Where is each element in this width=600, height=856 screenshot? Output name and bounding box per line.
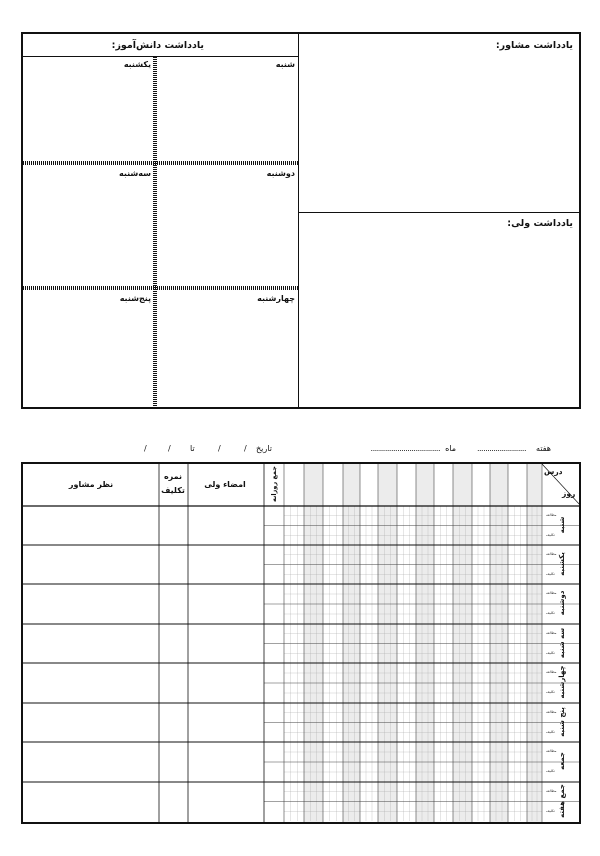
shaded-column xyxy=(378,464,397,822)
study-sub-label: مطالعه xyxy=(546,552,557,556)
day-row-divider xyxy=(23,286,298,290)
month-label: ماه xyxy=(445,444,456,453)
counselor-note-title: یادداشت مشاور: xyxy=(495,40,573,51)
shaded-column xyxy=(453,464,472,822)
homework-sub-label: تکلیف xyxy=(546,690,555,694)
homework-score-header: تکلیف xyxy=(161,486,185,495)
day-label-saturday: شنبه xyxy=(275,60,295,69)
parent-signature-header: امضاء ولی xyxy=(204,480,246,489)
day-label-monday: دوشنبه xyxy=(266,169,295,178)
homework-sub-label: تکلیف xyxy=(546,729,555,734)
day-label-tuesday: سه‌شنبه xyxy=(119,169,151,178)
date-slash: / xyxy=(244,444,247,453)
shaded-column xyxy=(416,464,434,822)
shaded-column xyxy=(304,464,323,822)
parent-note-title: یادداشت ولی: xyxy=(507,218,573,229)
study-sub-label: مطالعه xyxy=(546,710,557,714)
day-label-sunday: یکشنبه xyxy=(123,60,151,69)
study-sub-label: مطالعه xyxy=(546,789,557,793)
student-note-title: یادداشت دانش‌آموز: xyxy=(111,40,204,51)
panel-divider xyxy=(298,34,299,407)
date-slash: / xyxy=(218,444,221,453)
day-row-label: جمعه xyxy=(558,752,566,770)
counselor-opinion-header: نظر مشاور xyxy=(68,480,114,489)
study-sub-label: مطالعه xyxy=(546,670,557,674)
day-row-label: شنبه xyxy=(558,516,566,533)
date-slash: / xyxy=(168,444,171,453)
homework-sub-label: تکلیف xyxy=(546,650,555,655)
homework-score-header: نمره xyxy=(163,472,183,481)
day-row-label: چهارشنبه xyxy=(558,665,566,699)
counselor-parent-divider xyxy=(299,212,579,213)
date-label: تاریخ xyxy=(256,444,272,453)
day-row-label: دوشنبه xyxy=(558,590,566,616)
daily-total-header: جمع روزانه xyxy=(270,466,278,502)
study-sub-label: مطالعه xyxy=(546,513,557,517)
day-label-thursday: پنج‌شنبه xyxy=(119,294,151,303)
day-column-divider xyxy=(153,57,157,407)
student-header-line xyxy=(23,56,298,57)
week-label: هفته xyxy=(536,444,551,453)
day-label-wednesday: چهارشنبه xyxy=(257,294,295,303)
date-slash: / xyxy=(144,444,147,453)
shaded-column xyxy=(490,464,508,822)
corner-lesson-label: درس xyxy=(544,467,563,476)
study-sub-label: مطالعه xyxy=(546,631,557,635)
day-row-label: یکشنبه xyxy=(558,551,566,576)
day-row-label: سه شنبه xyxy=(558,627,566,658)
day-row-label: پنج شنبه xyxy=(558,706,566,737)
notes-panel xyxy=(21,32,581,409)
homework-sub-label: تکلیف xyxy=(546,808,555,813)
shaded-column xyxy=(343,464,360,822)
table-grid xyxy=(23,464,579,822)
to-label: تا xyxy=(190,444,195,453)
day-row-label: جمع هفته xyxy=(558,783,566,818)
corner-day-label: روز xyxy=(562,489,576,498)
homework-sub-label: تکلیف xyxy=(546,769,555,773)
week-dots: ........................ xyxy=(476,444,526,453)
study-sub-label: مطالعه xyxy=(546,749,557,753)
homework-sub-label: تکلیف xyxy=(546,532,555,537)
homework-sub-label: تکلیف xyxy=(546,611,555,615)
month-dots: .................................. xyxy=(370,444,440,453)
day-row-divider xyxy=(23,161,298,165)
weekly-study-table xyxy=(21,462,581,824)
shaded-column xyxy=(527,464,542,822)
homework-sub-label: تکلیف xyxy=(546,571,555,576)
study-sub-label: مطالعه xyxy=(546,591,557,595)
